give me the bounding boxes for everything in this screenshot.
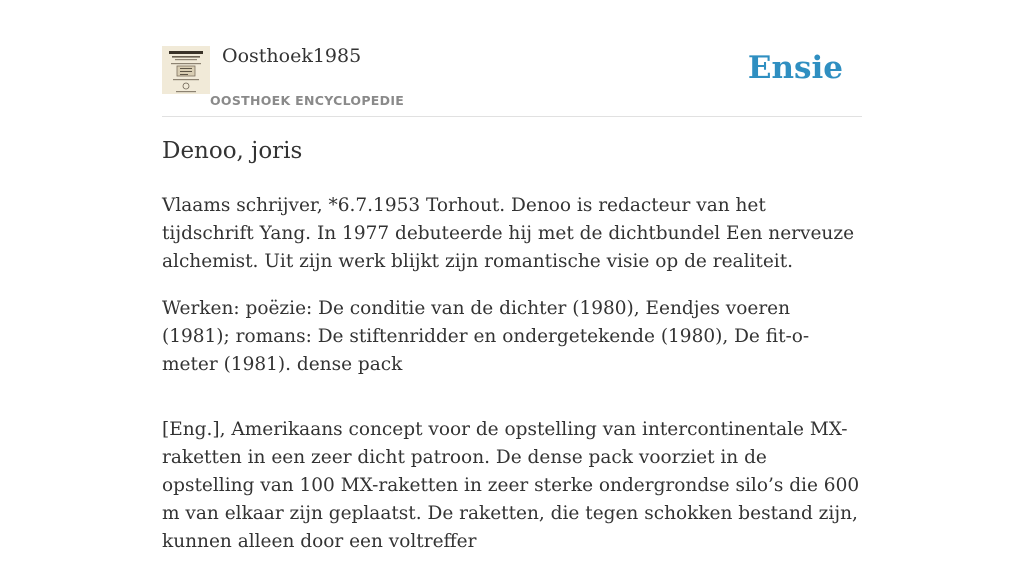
entry-header xyxy=(162,0,862,117)
author-name[interactable]: Oosthoek1985 xyxy=(222,45,362,67)
encyclopedia-title-page-icon xyxy=(162,46,210,94)
entry-card xyxy=(162,0,862,552)
entry-paragraph: Vlaams schrijver, *6.7.1953 Torhout. Denoo is redacteur van het tijdschrift Yang. In 1977 debuteerde hij met de dichtbundel Een nerveuze alchemist. Uit zijn werk blijkt zijn romantische visie op de realiteit. xyxy=(162,195,855,272)
author-subtitle[interactable]: OOSTHOEK ENCYCLOPEDIE xyxy=(210,93,405,108)
entry-paragraph: Werken: poëzie: De conditie van de dichter (1980), Eendjes voeren (1981); romans: De stiftenridder en ondergetekende (1980), De fit-o-meter (1981). dense pack xyxy=(162,298,810,375)
entry-paragraph: [Eng.], Amerikaans concept voor de opstelling van intercontinentale MX-raketten in een zeer dicht patroon. De dense pack voorziet in de opstelling van 100 MX-raketten in zeer sterke ondergrondse silo’s die 600 m van elkaar zijn geplaatst. De raketten, die tegen schokken bestand zijn, kunnen alleen door een voltreffer xyxy=(162,419,860,552)
entry-body xyxy=(162,192,862,575)
author-avatar[interactable] xyxy=(162,46,210,94)
brand-logo[interactable]: Ensie xyxy=(747,50,843,86)
entry-title: Denoo, joris xyxy=(162,138,303,164)
